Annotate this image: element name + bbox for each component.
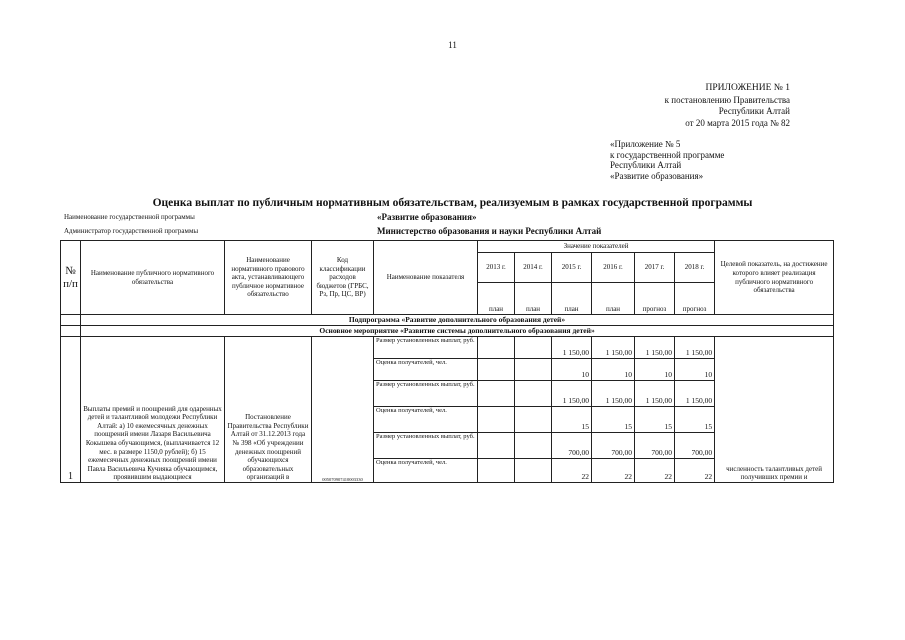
row-obligation: Выплаты премий и поощрений для одаренных детей и талантливой молодежи Республики Алтай: а) 10 ежемесячных денежных поощрений имени Лазаря Васильевича Кокышева обучающимся, (выплачивается 12 мес. в размере 1150,0 рублей); б) 15 ежемесячных денежных поощрений имени Павла Васильевича Кучияка обучающимся, проявившим выдающиеся	[81, 337, 225, 483]
indicator-name: Размер установленных выплат, руб.	[374, 433, 478, 459]
header-row	[61, 241, 834, 253]
page-number: 11	[448, 40, 457, 50]
indicator-value: 10	[635, 359, 675, 381]
annex-line: к постановлению Правительства	[664, 94, 790, 105]
indicator-value: 1 150,00	[675, 337, 715, 359]
indicator-value	[478, 337, 515, 359]
indicator-value	[478, 459, 515, 483]
header-classification: Код классификации расходов бюджетов (ГРБС, Рз, Пр, ЦС, ВР)	[312, 241, 374, 315]
row-target: численность талантливых детей получивших премии и	[715, 337, 834, 483]
empty-cell	[61, 315, 81, 326]
header-values-group: Значение показателей	[478, 241, 715, 253]
indicator-value: 15	[552, 407, 592, 433]
header-type: прогноз	[675, 283, 715, 315]
header-year: 2017 г.	[635, 253, 675, 283]
indicator-value	[478, 433, 515, 459]
indicator-value: 1 150,00	[552, 337, 592, 359]
document-title: Оценка выплат по публичным нормативным обязательствам, реализуемым в рамках государственной программы	[152, 197, 753, 209]
indicator-value: 1 150,00	[675, 381, 715, 407]
indicator-value	[515, 337, 552, 359]
indicator-value: 700,00	[552, 433, 592, 459]
row-number: 1	[61, 337, 81, 483]
indicator-name: Размер установленных выплат, руб.	[374, 381, 478, 407]
header-type: прогноз	[635, 283, 675, 315]
indicator-value	[515, 433, 552, 459]
header-number: № п/п	[61, 241, 81, 315]
header-year: 2014 г.	[515, 253, 552, 283]
header-type: план	[592, 283, 635, 315]
empty-cell	[61, 326, 81, 337]
administrator-value: Министерство образования и науки Республики Алтай	[377, 226, 602, 236]
indicator-value	[478, 381, 515, 407]
indicator-value: 1 150,00	[635, 337, 675, 359]
indicator-value	[478, 407, 515, 433]
row-classification: 005070907410003330	[312, 337, 374, 483]
header-year: 2013 г.	[478, 253, 515, 283]
indicator-value	[478, 359, 515, 381]
quote-line: Республики Алтай	[610, 160, 682, 170]
indicator-value: 1 150,00	[635, 381, 675, 407]
quote-line: «Развитие образования»	[610, 170, 704, 181]
quote-line: «Приложение № 5	[610, 139, 681, 149]
annex-block	[600, 83, 790, 129]
indicator-value: 15	[635, 407, 675, 433]
subprogram-row	[61, 315, 834, 326]
header-type: план	[552, 283, 592, 315]
indicator-value: 1 150,00	[592, 337, 635, 359]
indicator-value	[515, 359, 552, 381]
quote-block	[610, 139, 810, 181]
indicator-value: 1 150,00	[592, 381, 635, 407]
indicator-name: Оценка получателей, чел.	[374, 459, 478, 483]
indicator-value: 700,00	[675, 433, 715, 459]
indicator-value: 15	[592, 407, 635, 433]
header-year: 2018 г.	[675, 253, 715, 283]
header-indicator: Наименование показателя	[374, 241, 478, 315]
indicator-value	[515, 381, 552, 407]
indicator-value: 700,00	[592, 433, 635, 459]
program-label: Наименование государственной программы	[64, 213, 195, 221]
indicator-name: Оценка получателей, чел.	[374, 359, 478, 381]
header-target: Целевой показатель, на достижение которого влияет реализация публичного нормативного обязательства	[715, 241, 834, 315]
indicator-value	[515, 407, 552, 433]
main-activity-title: Основное мероприятие «Развитие системы дополнительного образования детей»	[81, 326, 834, 337]
header-year: 2016 г.	[592, 253, 635, 283]
annex-line: от 20 марта 2015 года № 82	[685, 117, 790, 128]
main-activity-row	[61, 326, 834, 337]
indicator-value: 22	[552, 459, 592, 483]
program-value: «Развитие образования»	[377, 212, 477, 222]
quote-line: к государственной программе	[610, 149, 725, 160]
administrator-label: Администратор государственной программы	[64, 227, 199, 235]
indicator-value: 22	[675, 459, 715, 483]
indicator-value: 1 150,00	[552, 381, 592, 407]
indicator-value: 700,00	[635, 433, 675, 459]
subprogram-title: Подпрограмма «Развитие дополнительного образования детей»	[81, 315, 834, 326]
obligations-table	[60, 240, 834, 483]
header-obligation: Наименование публичного нормативного обязательства	[81, 241, 225, 315]
indicator-value: 15	[675, 407, 715, 433]
row-legal-act: Постановление Правительства Республики Алтай от 31.12.2013 года № 398 «Об учреждении денежных поощрений обучающихся образовательных организаций в	[225, 337, 312, 483]
table-row	[61, 337, 834, 359]
indicator-value: 10	[675, 359, 715, 381]
header-type: план	[515, 283, 552, 315]
indicator-value: 10	[552, 359, 592, 381]
header-legal-act: Наименование нормативного правового акта, устанавливающего публичное нормативное обязательство	[225, 241, 312, 315]
header-year: 2015 г.	[552, 253, 592, 283]
indicator-value	[515, 459, 552, 483]
indicator-value: 10	[592, 359, 635, 381]
annex-line: ПРИЛОЖЕНИЕ № 1	[705, 83, 790, 93]
annex-line: Республики Алтай	[718, 106, 790, 116]
indicator-value: 22	[592, 459, 635, 483]
header-type: план	[478, 283, 515, 315]
indicator-name: Размер установленных выплат, руб.	[374, 337, 478, 359]
indicator-name: Оценка получателей, чел.	[374, 407, 478, 433]
indicator-value: 22	[635, 459, 675, 483]
